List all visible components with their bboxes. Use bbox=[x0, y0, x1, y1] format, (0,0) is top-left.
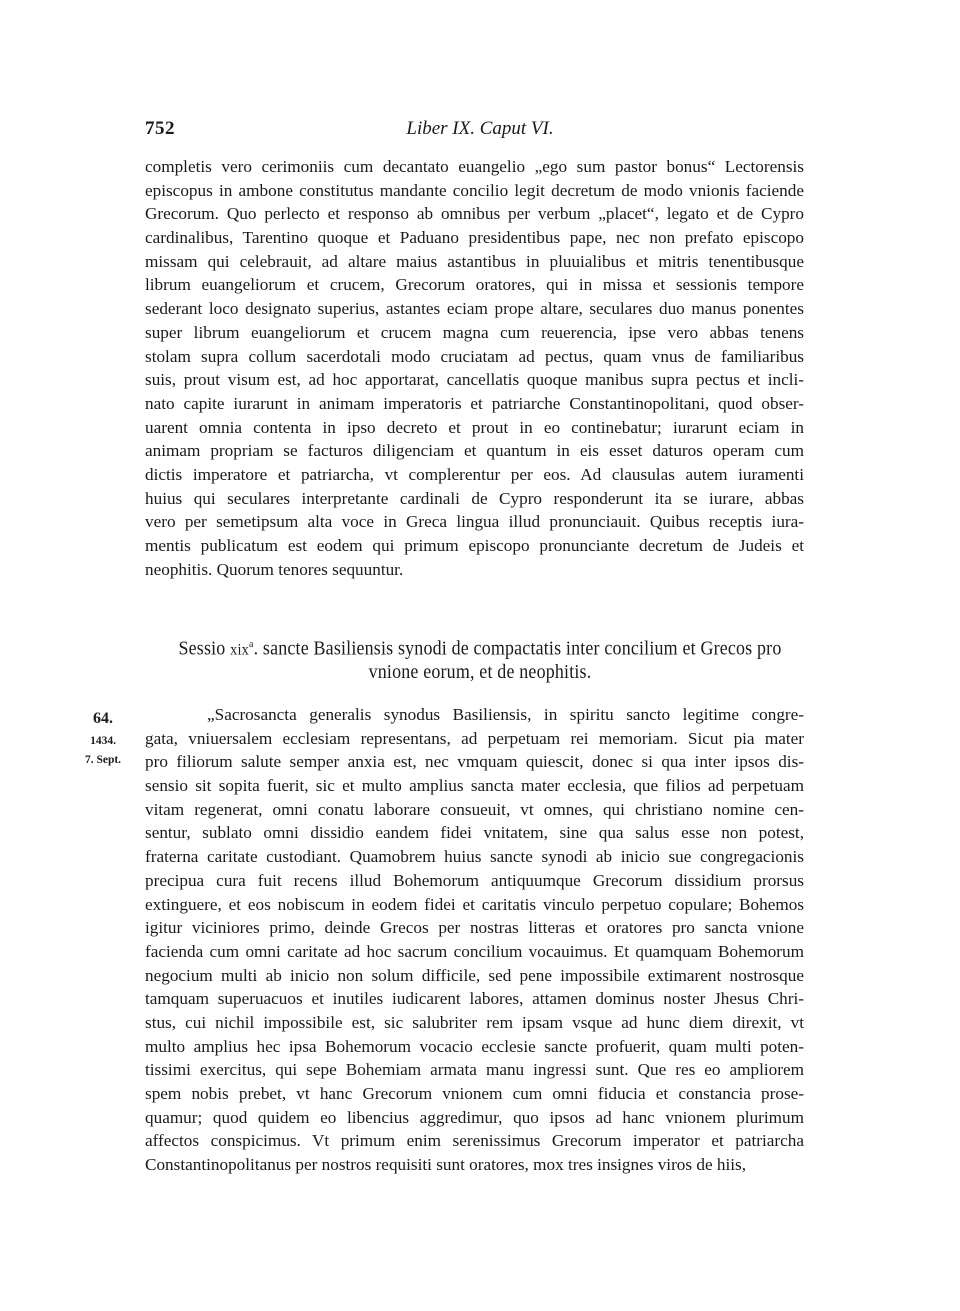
text-line: pro filiorum salute semper anxia est, nec vmquam quiescit, donec si qua inter ipsos dis- bbox=[145, 752, 804, 772]
text-line: missam qui celebrauit, ad altare maius astantibus in pluuialibus et mitris tenentibusque bbox=[145, 251, 804, 271]
text-line: „Sacrosancta generalis synodus Basiliensis, in spiritu sancto legitime congre- bbox=[207, 705, 804, 724]
text-line: spem nobis prebet, vt hanc Grecorum vnionem cum omni fiducia et constancia prose- bbox=[145, 1084, 804, 1103]
text-line: stolam supra collum sacerdotali modo cruciatam ad pectus, quam vnus de familiaribus bbox=[145, 346, 804, 366]
text-line: stus, cui nichil impossibile est, sic salubriter rem ipsam vsque ad hunc diem direxit, vt bbox=[145, 1012, 804, 1032]
text-line: vero per semetipsum alta voce in Greca lingua illud pronunciauit. Quibus receptis iura- bbox=[145, 512, 804, 532]
heading-title: . sancte Basiliensis synodi de compactatis inter concilium et Grecos pro bbox=[253, 638, 782, 660]
text-line: neophitis. Quorum tenores sequuntur. bbox=[145, 559, 404, 579]
section-heading-line-2: vnione eorum, et de neophitis. bbox=[368, 662, 592, 683]
margin-date: 7. Sept. bbox=[84, 754, 122, 766]
text-line: sederant loco designato superius, astantes eciam prope altare, seculares duo manus ponentes bbox=[145, 299, 804, 319]
text-line: fraterna caritate custodiant. Quamobrem huius sancte synodi ab inicio sue congregacionis bbox=[145, 847, 804, 867]
text-line: suis, prout visum est, ad hoc apportarat, cancellatis quoque manibus supra pectus et incli- bbox=[145, 370, 804, 390]
text-line: vitam regenerat, omni conatu laborare consueuit, vt omnes, qui christiano nomine cen- bbox=[145, 799, 804, 819]
text-line: dictis imperatore et patriarcha, vt complerentur per eos. Ad clausulas autem iuramenti bbox=[145, 464, 804, 484]
text-line: affectos conspicimus. Vt primum enim serenissimus Grecorum imperator et patriarcha bbox=[145, 1131, 804, 1151]
text-line: negocium multi ab inicio non solum difficile, sed pene impossibile extimarent nostrosque bbox=[145, 965, 804, 985]
text-line: sentur, sublato omni dissidio eandem fidei vnitatem, sine qua salus esse non potest, bbox=[145, 823, 804, 843]
text-line: animam propriam se facturos diligenciam et quantum in eis esset daturos operam cum bbox=[145, 441, 804, 461]
text-line: precipua cura fuit recens illud Bohemorum antiquumque Grecorum dissidium prorsus bbox=[145, 870, 804, 890]
text-line: gata, vniuersalem ecclesiam representans, ad perpetuam rei memoriam. Sicut pia mater bbox=[145, 728, 804, 748]
text-line: episcopus in ambone constitutus mandante concilio legit decretum de modo vnionis faciende bbox=[145, 180, 804, 200]
margin-year: 1434. bbox=[90, 735, 116, 747]
text-line: cardinalibus, Tarentino quoque et Paduano presidentibus pape, nec non prefato episcopo bbox=[145, 228, 804, 248]
text-line: tissimi exercitus, qui sepe Bohemiam armata manu ingressi sunt. Que res eo ampliorem bbox=[145, 1060, 804, 1080]
section-heading-line-1 bbox=[38, 638, 921, 661]
text-line: quamur; quod quidem eo libencius aggredimur, quo ipsos ad hanc vnionem plurimum bbox=[145, 1107, 804, 1127]
text-line: huius qui seculares interpretante cardinali de Cypro responderunt ita se iurare, abbas bbox=[145, 488, 804, 508]
page-number: 752 bbox=[145, 118, 175, 139]
margin-document-number: 64. bbox=[93, 710, 113, 727]
text-line: igitur viciniores primo, deinde Grecos per nostras litteras et oratores pro sancta vnione bbox=[145, 918, 804, 938]
text-line: mentis publicatum est eodem qui primum episcopo pronunciante decretum de Judeis et bbox=[145, 536, 804, 555]
heading-session-numeral: xix bbox=[230, 641, 250, 659]
text-block-2 bbox=[145, 703, 804, 1177]
heading-superscript: a bbox=[249, 638, 254, 650]
running-head: Liber IX. Caput VI. bbox=[406, 118, 554, 139]
text-line: Constantinopolitanus per nostros requisiti sunt oratores, mox tres insignes viros de hiis, bbox=[145, 1155, 747, 1175]
heading-prefix: Sessio bbox=[178, 638, 231, 660]
text-line: librum euangeliorum et crucem, Grecorum oratores, qui in missa et sessionis tempore bbox=[145, 275, 804, 295]
text-line: nato capite iurarunt in animam imperatoris et patriarche Constantinopolitani, quod obser- bbox=[145, 393, 804, 413]
text-line: multo amplius hec ipsa Bohemorum vocacio ecclesie sancte profuerit, quam multi poten- bbox=[145, 1036, 804, 1056]
text-line: tamquam superuacuos et inutiles iudicarent labores, attamen dominus noster Jhesus Chri- bbox=[145, 989, 804, 1009]
text-line: completis vero cerimoniis cum decantato euangelio „ego sum pastor bonus“ Lectorensis bbox=[145, 157, 804, 176]
text-line: uarent omnia contenta in ipso decreto et prout in eo continebatur; iurarunt eciam in bbox=[145, 417, 804, 437]
text-line: facienda cum omni caritate ad hoc sacrum concilium vocauimus. Et quamquam Bohemorum bbox=[145, 941, 804, 961]
text-line: extinguere, et eos nobiscum in eodem fidei et caritatis vinculo perpetuo copulare; Bohemos bbox=[145, 894, 804, 914]
text-line: sensio sit sopita fuerit, sic et multo amplius sancta mater ecclesia, que filios ad perpetuam bbox=[145, 776, 804, 796]
text-block-1 bbox=[145, 155, 804, 581]
text-line: Grecorum. Quo perlecto et responso ab omnibus per verbum „placet“, legato et de Cypro bbox=[145, 204, 804, 224]
text-line: super librum euangeliorum et crucem magna cum reuerencia, ipse vero abbas tenens bbox=[145, 322, 804, 342]
